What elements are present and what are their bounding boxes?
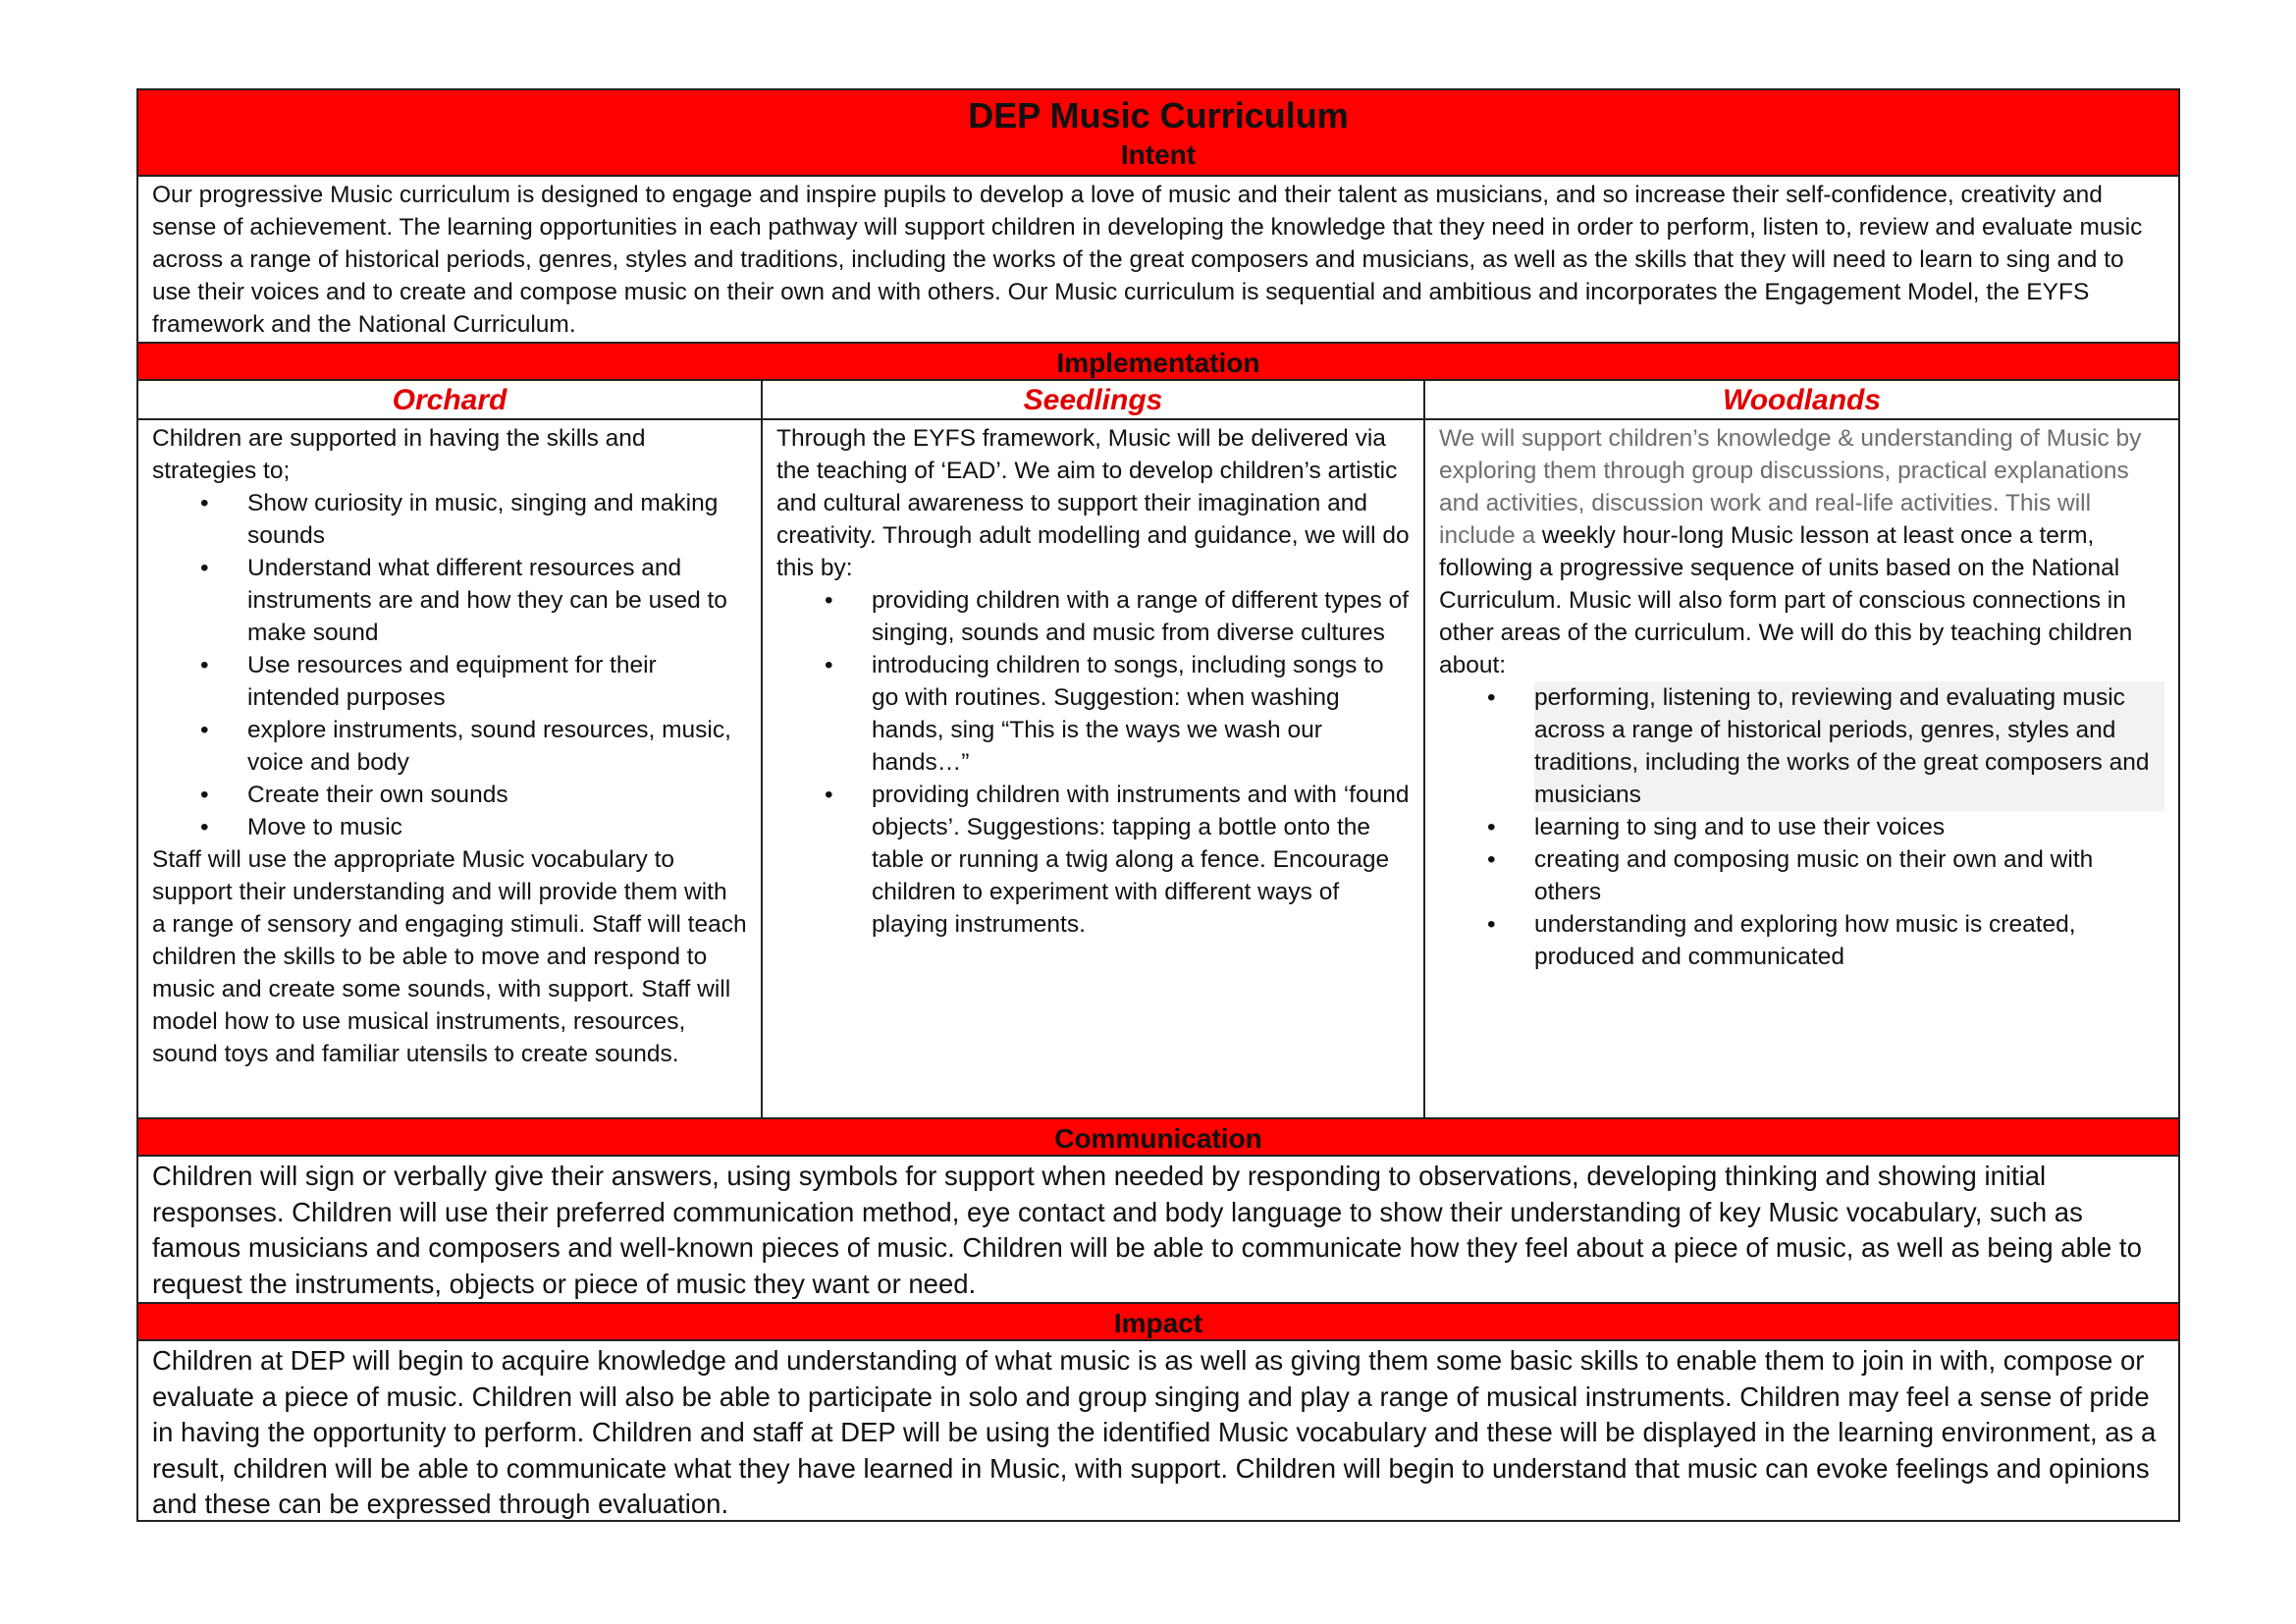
list-item: • Create their own sounds [247,779,747,811]
list-item: • learning to sing and to use their voices [1534,811,2164,843]
communication-text: Children will sign or verbally give their answers, using symbols for support when needed by responding to observations, developing thinking and showing initial responses. Children will use their preferred communication method, eye contact and body language to show their understanding of key Music vocabulary, such as famous musicians and composers and well-known pieces of music. Children will be able to communicate how they feel about a piece of music, as well as being able to request the instruments, objects or piece of music they want or need. [152,1161,2142,1299]
curriculum-document [136,88,2180,1522]
orchard-outro: Staff will use the appropriate Music vocabulary to support their understanding and will provide them with a range of sensory and engaging stimuli. Staff will teach children the skills to be able to move and respond to music and create some sounds, with support. Staff will model how to use musical instruments, resources, sound toys and familiar utensils to create sounds. [152,846,747,1067]
list-item: • providing children with a range of different types of singing, sounds and music from diverse cultures [872,584,1410,649]
seedlings-list [776,584,1410,941]
woodlands-body [1425,420,2178,973]
list-item: • Move to music [247,811,747,843]
pathway-columns [138,381,2178,1117]
list-item: • creating and composing music on their own and with others [1534,843,2164,908]
list-item: • Use resources and equipment for their intended purposes [247,649,747,714]
woodlands-intro-mid: through group discussions, practical explanations and activities, discussion work and real-life activities. This will include a [1439,458,2129,549]
list-item: • providing children with instruments and with ‘found objects’. Suggestions: tapping a bottle onto the table or running a twig along a fence. Encourage children to experiment with different ways of playing instruments. [872,779,1410,941]
orchard-heading: Orchard [138,381,761,420]
communication-heading: Communication [138,1117,2178,1157]
woodlands-list [1439,681,2164,973]
woodlands-intro-rest: weekly hour-long Music lesson at least once a term, following a progressive sequence of units based on the National Curriculum. Music will also form part of conscious connections in other areas of the curriculum. We will do this by teaching children about: [1439,522,2133,678]
list-item: • explore instruments, sound resources, music, voice and body [247,714,747,779]
implementation-heading: Implementation [138,342,2178,381]
document-title: DEP Music Curriculum [968,95,1349,135]
orchard-list [152,487,747,843]
woodlands-intro-grey: We will support children’s knowledge & understanding of Music by exploring them [1439,425,2142,484]
orchard-intro: Children are supported in having the skills and strategies to; [152,425,646,484]
woodlands-heading: Woodlands [1425,381,2178,420]
impact-heading: Impact [138,1302,2178,1341]
impact-text: Children at DEP will begin to acquire knowledge and understanding of what music is as well as giving them some basic skills to enable them to join in with, compose or evaluate a piece of music. Children will also be able to participate in solo and group singing and play a range of musical instruments. Children may feel a sense of pride in having the opportunity to perform. Children and staff at DEP will be using the identified Music vocabulary and these will be displayed in the learning environment, as a result, children will be able to communicate what they have learned in Music, with support. Children will begin to understand that music can evoke feelings and opinions and these can be expressed through evaluation. [152,1345,2157,1519]
seedlings-column [763,381,1425,1117]
list-item: • Understand what different resources and instruments are and how they can be used to make sound [247,552,747,649]
intent-heading: Intent [1120,139,1197,170]
orchard-body [138,420,761,1070]
orchard-column [138,381,763,1117]
seedlings-body [763,420,1423,941]
seedlings-intro: Through the EYFS framework, Music will be delivered via the teaching of ‘EAD’. We aim to develop children’s artistic and cultural awareness to support their imagination and creativity. Through adult modelling and guidance, we will do this by: [776,425,1410,581]
list-item: • performing, listening to, reviewing and evaluating music across a range of historical periods, genres, styles and traditions, including the works of the great composers and musicians [1534,681,2164,811]
list-item: • Show curiosity in music, singing and making sounds [247,487,747,552]
list-item: • introducing children to songs, including songs to go with routines. Suggestion: when washing hands, sing “This is the ways we wash our hands…” [872,649,1410,779]
woodlands-column [1425,381,2178,1117]
seedlings-heading: Seedlings [763,381,1423,420]
title-band [138,90,2178,177]
intent-text: Our progressive Music curriculum is designed to engage and inspire pupils to develop a love of music and their talent as musicians, and so increase their self-confidence, creativity and sense of achievement. The learning opportunities in each pathway will support children in developing the knowledge that they need in order to perform, listen to, review and evaluate music across a range of historical periods, genres, styles and traditions, including the works of the great composers and musicians, as well as the skills that they will need to learn to sing and to use their voices and to create and compose music on their own and with others. Our Music curriculum is sequential and ambitious and incorporates the Engagement Model, the EYFS framework and the National Curriculum. [152,182,2143,338]
list-item: • understanding and exploring how music is created, produced and communicated [1534,908,2164,973]
woodlands-intro [1439,422,2164,681]
